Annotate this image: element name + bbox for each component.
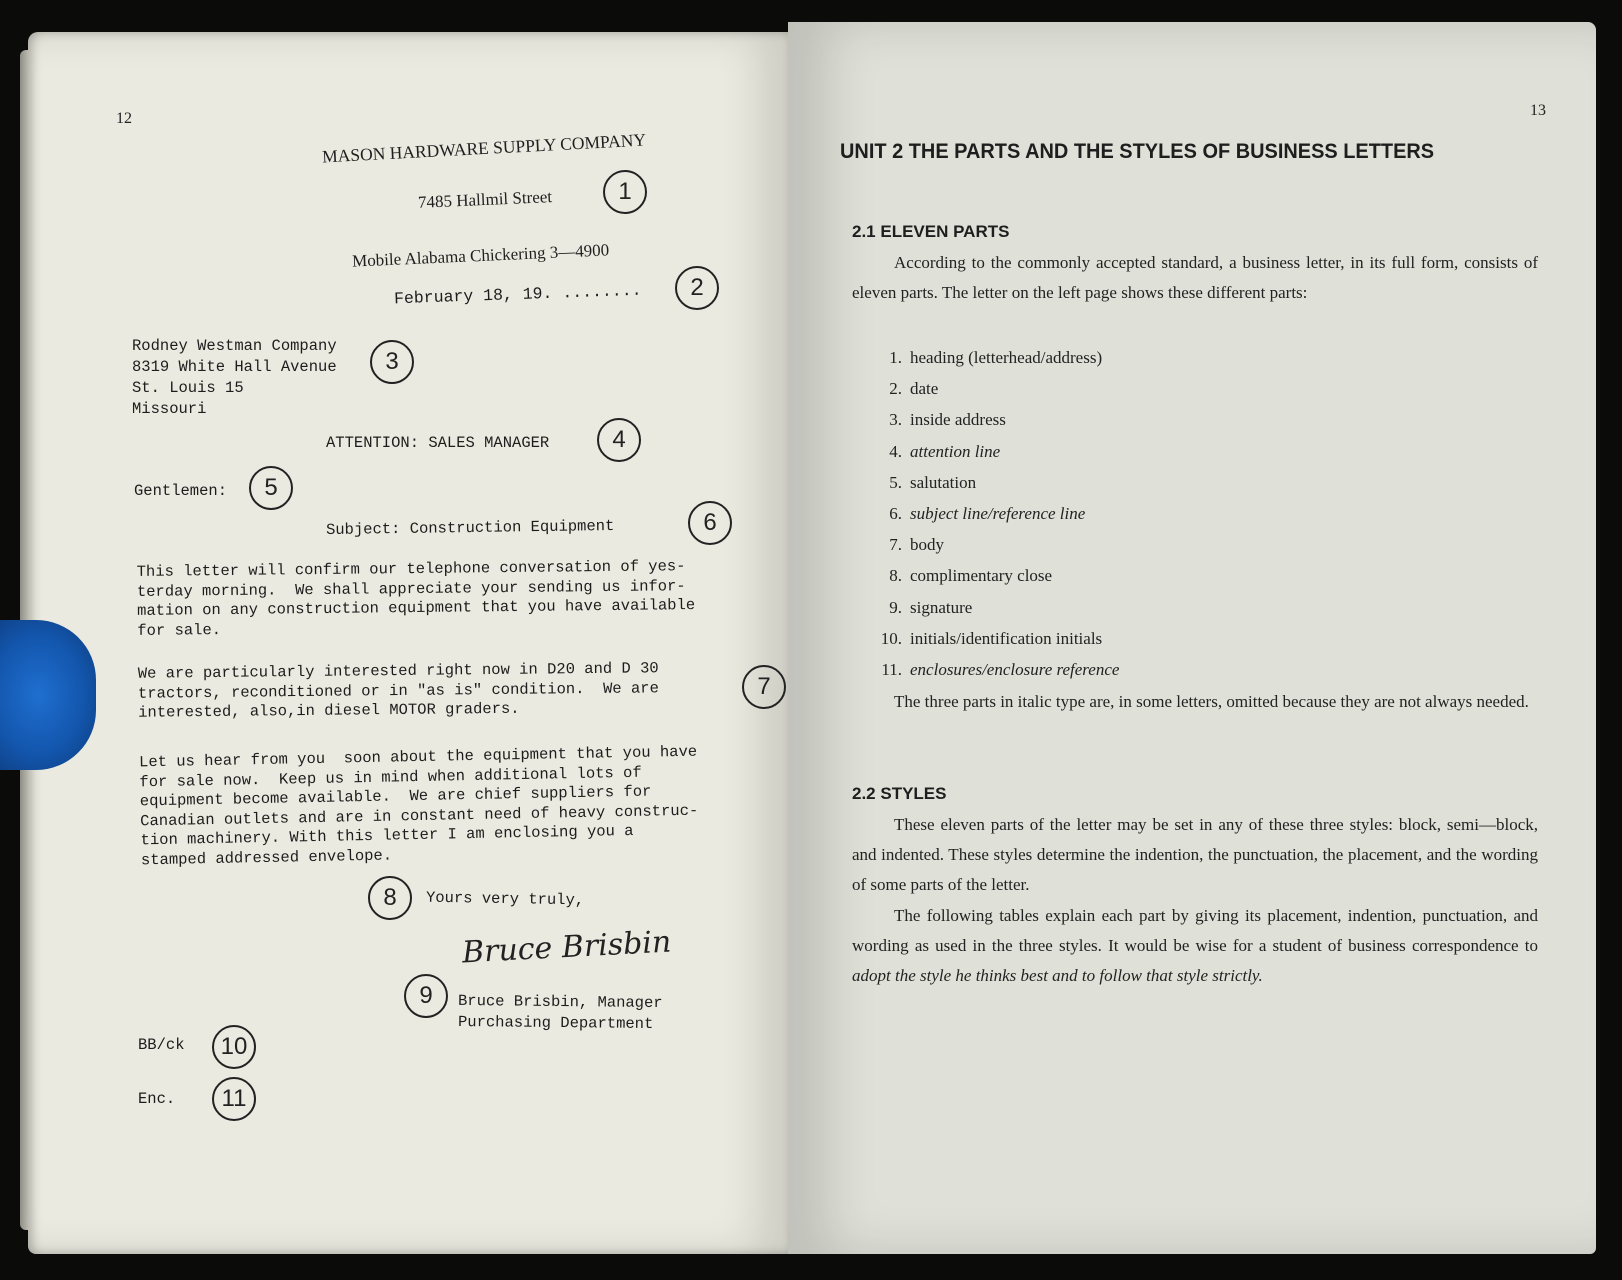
- parts-list-number: 3.: [889, 410, 902, 430]
- thumb-glove: [0, 620, 96, 770]
- parts-list-item: [870, 660, 1119, 680]
- marker-4: 4: [597, 418, 641, 462]
- subject-line: Subject: Construction Equipment: [325, 516, 615, 540]
- body-paragraph: This letter will confirm our telephone conversation of yes- terday morning. We shall appreciate your sending us infor- mation on any construction equipment that you have available for sale.: [136, 557, 696, 640]
- left-page: [28, 32, 788, 1254]
- parts-list-item: [870, 504, 1085, 524]
- letterhead-city-phone: Mobile Alabama Chickering 3—4900: [351, 240, 610, 271]
- parts-list-item: [870, 410, 1006, 430]
- marker-5: 5: [249, 466, 293, 510]
- parts-list-item: [870, 473, 976, 493]
- parts-list-item: [870, 442, 1000, 462]
- marker-7: 7: [742, 665, 786, 709]
- styles-paragraph-text: The following tables explain each part by giving its placement, indention, punctuation, and wording as used in the three styles. It would be wise for a student of business correspondence to: [852, 906, 1538, 955]
- parts-list-number: 4.: [889, 441, 902, 461]
- parts-list-number: 1.: [889, 348, 902, 367]
- signature-block-line: Purchasing Department: [457, 1012, 654, 1034]
- enclosure-reference: Enc.: [138, 1090, 176, 1108]
- inside-address-line: St. Louis 15: [132, 379, 244, 397]
- salutation: Gentlemen:: [134, 482, 228, 500]
- inside-address-line: Missouri: [132, 400, 207, 418]
- marker-8: 8: [368, 876, 412, 920]
- section-intro: According to the commonly accepted standard, a business letter, in its full form, consists of eleven parts. The letter on the left page shows these different parts:: [852, 253, 1538, 302]
- parts-list-label: attention line: [910, 441, 1001, 461]
- marker-3: 3: [370, 340, 414, 384]
- marker-11: 11: [212, 1077, 256, 1121]
- parts-list-item: [870, 348, 1102, 368]
- parts-list-label: date: [910, 379, 939, 399]
- marker-1: 1: [603, 170, 647, 214]
- complimentary-close: Yours very truly,: [425, 888, 585, 910]
- parts-list-number: 6.: [889, 504, 902, 523]
- parts-list-number: 9.: [889, 597, 902, 617]
- marker-6: 6: [688, 501, 732, 545]
- unit-title: UNIT 2 THE PARTS AND THE STYLES OF BUSINESS LETTERS: [840, 140, 1435, 163]
- parts-list-item: [870, 379, 938, 399]
- styles-paragraph: [852, 901, 1538, 991]
- signature-script: Bruce Brisbin: [461, 924, 673, 971]
- marker-2: 2: [675, 266, 719, 310]
- parts-list-number: 2.: [889, 379, 902, 399]
- identification-initials: BB/ck: [138, 1036, 185, 1054]
- italic-note: The three parts in italic type are, in some letters, omitted because they are not always needed.: [894, 692, 1529, 711]
- attention-line: ATTENTION: SALES MANAGER: [326, 434, 550, 452]
- inside-address-line: 8319 White Hall Avenue: [132, 358, 337, 376]
- parts-list-label: initials/identification initials: [910, 628, 1103, 648]
- page-number-right: 13: [1530, 102, 1546, 119]
- section-heading: 2.2 STYLES: [852, 784, 947, 803]
- signature-block-line: Bruce Brisbin, Manager: [457, 991, 663, 1013]
- styles-paragraph: These eleven parts of the letter may be set in any of these three styles: block, semi—block, and indented. These styles determine the indention, the punctuation, the placement, and the wording of some parts of the letter.: [852, 815, 1538, 894]
- parts-list-label: heading (letterhead/address): [910, 348, 1103, 367]
- letter-date: February 18, 19. ........: [393, 280, 642, 309]
- parts-list-label: salutation: [910, 472, 977, 492]
- parts-list-label: inside address: [910, 410, 1006, 430]
- parts-list-label: subject line/reference line: [910, 504, 1086, 523]
- body-paragraph: We are particularly interested right now in D20 and D 30 tractors, reconditioned or in "as is" condition. We are interested, also,in diesel MOTOR graders.: [137, 659, 659, 722]
- letterhead-street: 7485 Hallmil Street: [417, 187, 553, 212]
- parts-list-number: 5.: [889, 472, 902, 492]
- parts-list-item: [870, 535, 944, 555]
- parts-list-label: enclosures/enclosure reference: [910, 660, 1120, 679]
- styles-paragraph-italic: adopt the style he thinks best and to follow that style strictly.: [852, 966, 1263, 985]
- section-heading: 2.1 ELEVEN PARTS: [852, 222, 1010, 241]
- parts-list-label: complimentary close: [910, 566, 1053, 586]
- parts-list-number: 8.: [889, 566, 902, 586]
- parts-list-number: 11.: [881, 660, 902, 679]
- letterhead-company: MASON HARDWARE SUPPLY COMPANY: [321, 129, 647, 167]
- parts-list-item: [870, 629, 1102, 649]
- parts-list-item: [870, 598, 972, 618]
- marker-9: 9: [404, 974, 448, 1018]
- parts-list-number: 7.: [889, 535, 902, 555]
- body-paragraph: Let us hear from you soon about the equipment that you have for sale now. Keep us in mind when additional lots of equipment become available. We are chief suppliers for Canadian outlets and are in constant need of heavy construc- tion machinery. With this letter I am enclosing you a stamped addressed envelope.: [138, 742, 699, 869]
- parts-list-label: body: [910, 535, 944, 555]
- inside-address-line: Rodney Westman Company: [132, 337, 337, 355]
- parts-list-number: 10.: [880, 628, 902, 648]
- marker-10: 10: [212, 1025, 256, 1069]
- parts-list-item: [870, 566, 1052, 586]
- parts-list-label: signature: [910, 597, 973, 617]
- page-number-left: 12: [116, 110, 132, 127]
